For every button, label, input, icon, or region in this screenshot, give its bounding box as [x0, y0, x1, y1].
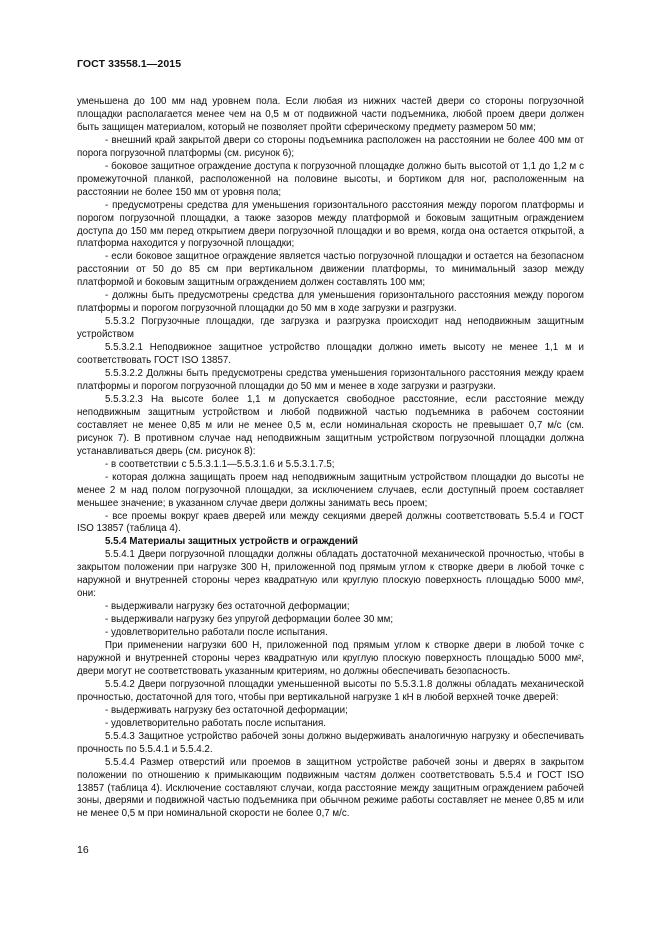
paragraph: 5.5.3.2 Погрузочные площадки, где загрузка и разгрузка происходит над неподвижным защитным устройством — [77, 316, 584, 341]
list-item: - боковое защитное ограждение доступа к погрузочной площадке должно быть высотой от 1,1 до 1,2 м с промежуточной планкой, расположенной на половине высоты, и бортиком для ног, расположенным на расстоянии не более 150 мм от уровня пола; — [77, 160, 584, 198]
list-item: - должны быть предусмотрены средства для уменьшения горизонтального расстояния между порогом платформы и порогом погрузочной площадки до 50 мм в ходе загрузки и разгрузки. — [77, 290, 584, 315]
list-item: - выдерживали нагрузку без упругой деформации более 30 мм; — [105, 614, 394, 626]
paragraph: уменьшена до 100 мм над уровнем пола. Если любая из нижних частей двери со стороны погрузочной площадки располагается менее чем на 0,5 м от подвижной части подъемника, любой проем двери должен быть защищен материалом, который не позволяет пройти сферическому предмету размером 50 мм; — [77, 96, 584, 133]
list-item: - удовлетворительно работать после испытания. — [105, 717, 326, 729]
paragraph: 5.5.4.2 Двери погрузочной площадки уменьшенной высоты по 5.5.3.1.8 должны обладать механической прочностью, достаточной для того, чтобы при вертикальной нагрузке 1 кН в любой верхней точке дверей: — [77, 678, 584, 703]
paragraph: 5.5.3.2.2 Должны быть предусмотрены средства уменьшения горизонтального расстояния между краем платформы и порогом погрузочной площадки до 50 мм и менее в ходе загрузки и разгрузки. — [77, 368, 584, 392]
document-header: ГОСТ 33558.1—2015 — [77, 58, 182, 70]
page-number: 16 — [77, 844, 89, 856]
paragraph: 5.5.3.2.3 На высоте более 1,1 м допускается свободное расстояние, если расстояние между неподвижным защитным устройством и любой подвижной частью подъемника в рабочем состоянии составляет не менее 0,85 м или не менее 0,5 м, если номинальная скорость не превышает 0,7 м/с (см. рисунок 7). В противном случае над неподвижным защитным устройством погрузочной площадки должна устанавливаться дверь (см. рисунок 8): — [77, 393, 584, 457]
list-item: - которая должна защищать проем над неподвижным защитным устройством площадки до высоты не менее 2 м над полом погрузочной площадки, за исключением случаев, если доступный проем составляет меньшее значение; в указанном случае двери должны занимать весь проем; — [77, 471, 584, 509]
list-item: - удовлетворительно работали после испытания. — [105, 627, 328, 639]
list-item: - внешний край закрытой двери со стороны подъемника расположен на расстоянии не более 400 мм от порога погрузочной платформы (см. рисунок 6); — [77, 134, 584, 159]
list-item: - выдерживать нагрузку без остаточной деформации; — [105, 704, 348, 716]
section-heading: 5.5.4 Материалы защитных устройств и ограждений — [105, 536, 359, 548]
paragraph: 5.5.3.2.1 Неподвижное защитное устройство площадки должно иметь высоту не менее 1,1 м и соответствовать ГОСТ ISO 13857. — [77, 342, 584, 367]
paragraph: 5.5.4.4 Размер отверстий или проемов в защитном устройстве рабочей зоны и дверях в закрытом положении по отношению к примыкающим подвижным частям должен соответствовать 5.5.4 и ГОСТ ISO 13857 (таблица 4). Исключение составляют случаи, когда расстояние между защитным ограждением рабочей зоны, дверями и подвижной частью подъемника при обычном режиме работы составляет не менее 0,85 м или не менее 0,5 м при номинальной скорости не более 0,7 м/с. — [77, 756, 584, 820]
list-item: - все проемы вокруг краев дверей или между секциями дверей должны соответствовать 5.5.4 и ГОСТ ISO 13857 (таблица 4). — [77, 510, 584, 535]
list-item: - предусмотрены средства для уменьшения горизонтального расстояния между порогом платформы и порогом погрузочной площадки, а также зазоров между платформой и боковым защитным ограждением доступа до 150 мм перед открытием двери погрузочной площадки и во время, когда она остается открытой, а платформа находится у погрузочной площадки; — [77, 199, 584, 250]
paragraph: При применении нагрузки 600 Н, приложенной под прямым углом к створке двери в любой точке с наружной и внутренней стороны через квадратную или круглую плоскую поверхность площадью 5000 мм², двери могут не соответствовать указанным критериям, но должны обеспечивать безопасность. — [77, 640, 584, 677]
list-item: - выдерживали нагрузку без остаточной деформации; — [105, 601, 350, 613]
paragraph: 5.5.4.1 Двери погрузочной площадки должны обладать достаточной механической прочностью, чтобы в закрытом положении при нагрузке 300 Н, приложенной под прямым углом к створке двери в любой точке с наружной и внутренней стороны через квадратную или круглую плоскую поверхность площадью 5000 мм², они: — [77, 549, 584, 600]
list-item: - в соответствии с 5.5.3.1.1—5.5.3.1.6 и 5.5.3.1.7.5; — [105, 458, 335, 470]
list-item: - если боковое защитное ограждение является частью погрузочной площадки и остается на безопасном расстоянии от 50 до 85 см при вертикальном движении платформы, то минимальный зазор между платформой и боковым защитным ограждением должен составлять 100 мм; — [77, 251, 584, 289]
document-body — [77, 96, 584, 821]
paragraph: 5.5.4.3 Защитное устройство рабочей зоны должно выдерживать аналогичную нагрузку и обеспечивать прочность по 5.5.4.1 и 5.5.4.2. — [77, 730, 584, 755]
